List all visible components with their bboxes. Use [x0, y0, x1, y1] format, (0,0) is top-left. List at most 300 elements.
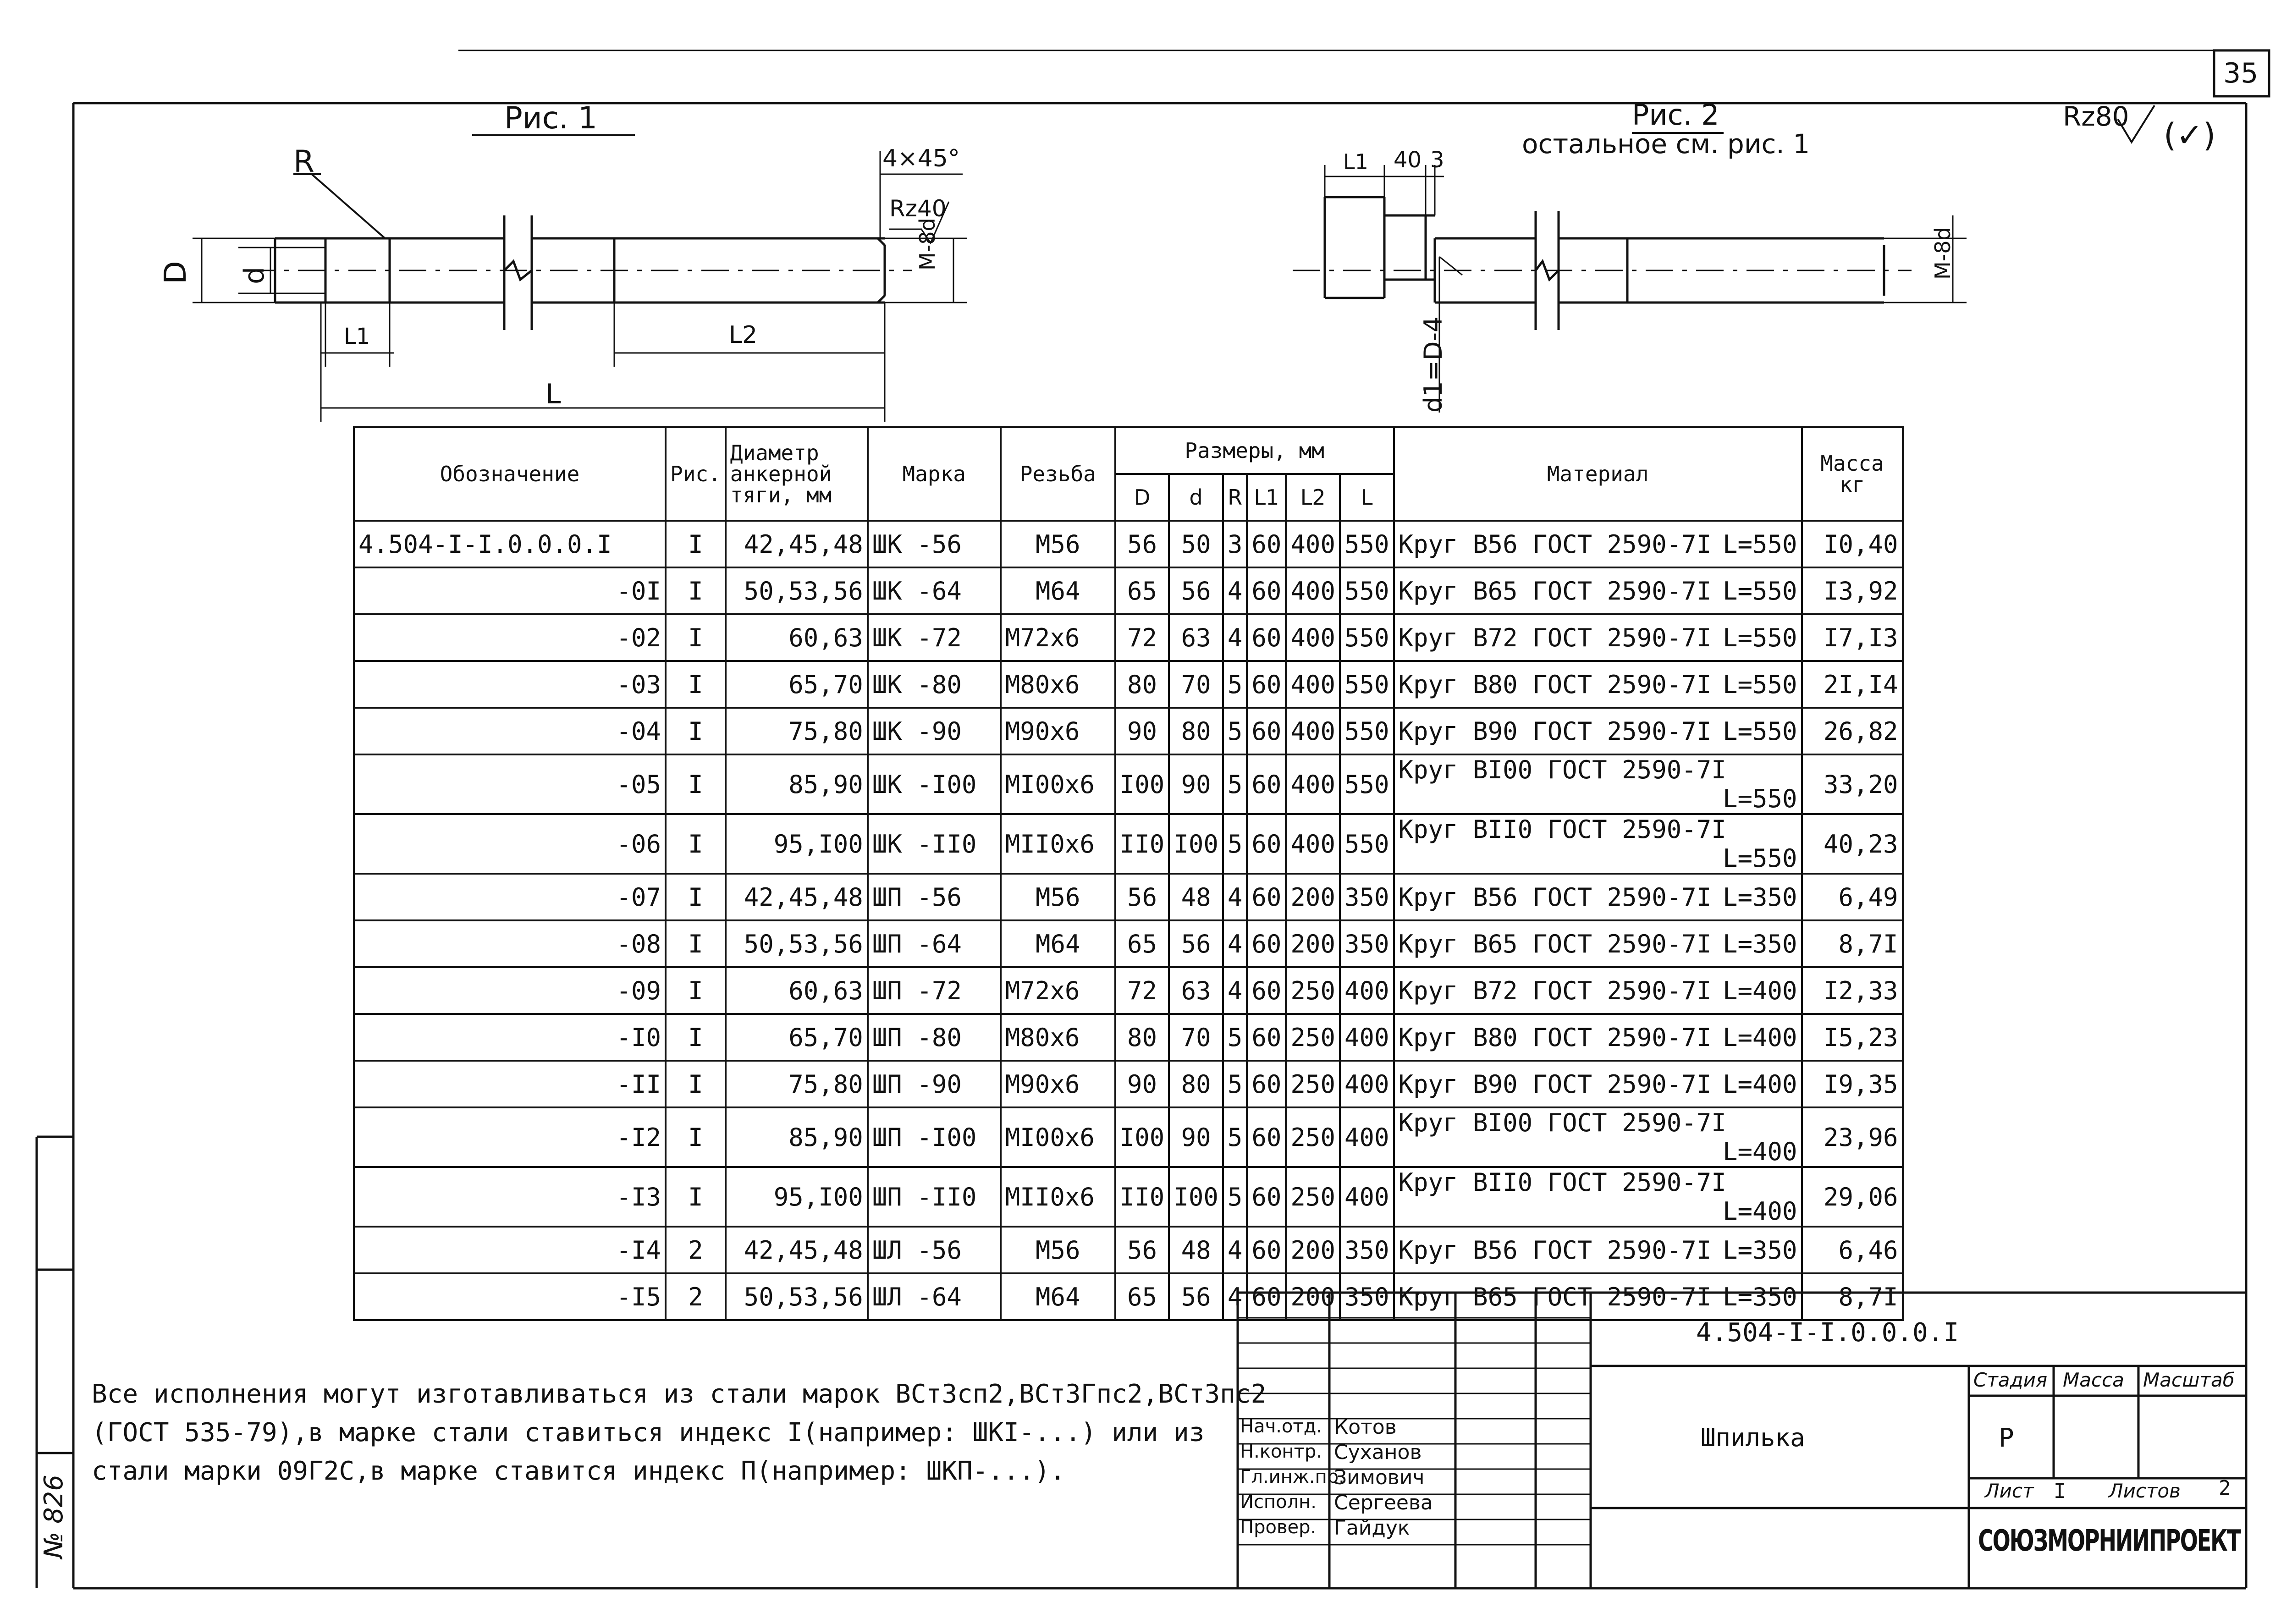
cell-D: 56 — [1115, 521, 1169, 567]
stage-value: Р — [1999, 1423, 2014, 1453]
cell-L: 550 — [1340, 614, 1394, 661]
material-length: L=550 — [1722, 576, 1797, 606]
cell-diameter: 65,70 — [726, 661, 868, 708]
cell-fig: I — [666, 814, 726, 874]
cell-thread: М90х6 — [1001, 708, 1115, 754]
cell-diameter: 42,45,48 — [726, 874, 868, 920]
cell-D: 65 — [1115, 920, 1169, 967]
spec-table — [353, 426, 1904, 1321]
signature-role: Исполн. — [1240, 1492, 1317, 1513]
cell-L1: 60 — [1247, 708, 1286, 754]
cell-fig: I — [666, 1167, 726, 1227]
cell-designation: 4.504-I-I.0.0.0.I — [354, 521, 666, 567]
cell-material — [1394, 567, 1802, 614]
cell-L1: 60 — [1247, 1061, 1286, 1107]
sheets-value: 2 — [2219, 1476, 2231, 1500]
cell-mark: ШК -I00 — [868, 754, 1001, 814]
material-length: L=400 — [1722, 1023, 1797, 1052]
cell-designation: -I0 — [354, 1014, 666, 1061]
cell-D: 80 — [1115, 661, 1169, 708]
cell-designation: -I4 — [354, 1227, 666, 1273]
cell-D: 56 — [1115, 1227, 1169, 1273]
fig1-label-thread: M-8d — [915, 218, 940, 270]
cell-mark: ШП -90 — [868, 1061, 1001, 1107]
cell-fig: I — [666, 708, 726, 754]
material-spec: Круг ВII0 ГОСТ 2590-7I — [1398, 1168, 1726, 1197]
header-thread: Резьба — [1001, 427, 1115, 521]
fig2-label-d1: d1=D-4 — [1419, 316, 1448, 413]
material-spec: Круг В65 ГОСТ 2590-7I — [1398, 929, 1712, 958]
cell-diameter: 42,45,48 — [726, 1227, 868, 1273]
cell-thread: М64 — [1001, 1273, 1115, 1320]
roughness-symbol: Rz80 — [2063, 101, 2129, 132]
cell-L1: 60 — [1247, 614, 1286, 661]
table-row — [354, 754, 1903, 814]
cell-designation: -07 — [354, 874, 666, 920]
cell-R: 4 — [1223, 920, 1247, 967]
material-spec: Круг В56 ГОСТ 2590-7I — [1398, 529, 1712, 559]
cell-L: 550 — [1340, 521, 1394, 567]
note-line-3: стали марки 09Г2С,в марке ставится индекс П(например: ШКП-...). — [92, 1456, 1066, 1486]
note-line-2: (ГОСТ 535-79),в марке стали ставиться индекс I(например: ШКI-...) или из — [92, 1418, 1205, 1448]
cell-L2: 200 — [1286, 920, 1340, 967]
cell-designation: -09 — [354, 967, 666, 1014]
cell-diameter: 75,80 — [726, 1061, 868, 1107]
cell-L2: 200 — [1286, 1273, 1340, 1320]
fig1-label-d-outer: D — [158, 261, 193, 284]
cell-L: 550 — [1340, 661, 1394, 708]
cell-L2: 400 — [1286, 567, 1340, 614]
cell-thread: М64 — [1001, 920, 1115, 967]
cell-D: 72 — [1115, 614, 1169, 661]
material-length: L=550 — [1722, 716, 1797, 746]
cell-D: 90 — [1115, 708, 1169, 754]
material-spec: Круг В90 ГОСТ 2590-7I — [1398, 1069, 1712, 1099]
cell-mass: 33,20 — [1802, 754, 1903, 814]
cell-L: 400 — [1340, 967, 1394, 1014]
cell-fig: I — [666, 521, 726, 567]
cell-R: 5 — [1223, 1061, 1247, 1107]
signature-name: Котов — [1334, 1415, 1397, 1439]
cell-L1: 60 — [1247, 1273, 1286, 1320]
table-row — [354, 1014, 1903, 1061]
header-material: Материал — [1394, 427, 1802, 521]
cell-mass: I0,40 — [1802, 521, 1903, 567]
fig2-label-thread: M-8d — [1930, 227, 1955, 280]
cell-d: 90 — [1169, 754, 1223, 814]
cell-mass: I9,35 — [1802, 1061, 1903, 1107]
material-spec: Круг В80 ГОСТ 2590-7I — [1398, 670, 1712, 699]
cell-L2: 400 — [1286, 754, 1340, 814]
cell-material — [1394, 754, 1802, 814]
table-row — [354, 967, 1903, 1014]
header-mass: Масса кг — [1802, 427, 1903, 521]
signature-role: Гл.инж.пр. — [1240, 1466, 1344, 1487]
cell-designation: -0I — [354, 567, 666, 614]
cell-d: I00 — [1169, 814, 1223, 874]
signature-name: Сергеева — [1334, 1491, 1433, 1514]
material-spec: Круг ВII0 ГОСТ 2590-7I — [1398, 815, 1726, 844]
cell-diameter: 75,80 — [726, 708, 868, 754]
cell-mass: 26,82 — [1802, 708, 1903, 754]
cell-d: I00 — [1169, 1167, 1223, 1227]
fig1-label-d-inner: d — [238, 266, 270, 284]
material-spec: Круг В56 ГОСТ 2590-7I — [1398, 1235, 1712, 1265]
cell-diameter: 65,70 — [726, 1014, 868, 1061]
material-length: L=350 — [1722, 1282, 1797, 1311]
signature-role: Нач.отд. — [1240, 1416, 1322, 1437]
cell-designation: -I5 — [354, 1273, 666, 1320]
general-note — [92, 1375, 1266, 1491]
sheet-number: 35 — [2223, 57, 2259, 89]
material-length: L=550 — [1722, 844, 1797, 873]
table-row — [354, 521, 1903, 567]
cell-L: 350 — [1340, 874, 1394, 920]
cell-L2: 400 — [1286, 661, 1340, 708]
cell-D: I00 — [1115, 754, 1169, 814]
cell-d: 70 — [1169, 1014, 1223, 1061]
cell-material — [1394, 1167, 1802, 1227]
cell-mark: ШП -56 — [868, 874, 1001, 920]
cell-L1: 60 — [1247, 754, 1286, 814]
cell-d: 56 — [1169, 567, 1223, 614]
cell-L1: 60 — [1247, 967, 1286, 1014]
fig1-title: Рис. 1 — [504, 100, 597, 136]
cell-mass: 6,46 — [1802, 1227, 1903, 1273]
fig2-label-l1: L1 — [1343, 149, 1368, 174]
cell-fig: I — [666, 874, 726, 920]
cell-d: 63 — [1169, 614, 1223, 661]
material-length: L=350 — [1722, 1235, 1797, 1265]
header-D: D — [1115, 474, 1169, 521]
cell-L: 550 — [1340, 814, 1394, 874]
cell-R: 5 — [1223, 661, 1247, 708]
cell-designation: -05 — [354, 754, 666, 814]
cell-diameter: 85,90 — [726, 1107, 868, 1167]
cell-d: 48 — [1169, 1227, 1223, 1273]
cell-diameter: 60,63 — [726, 967, 868, 1014]
cell-mass: 8,7I — [1802, 920, 1903, 967]
fig1-label-chamfer: 4×45° — [882, 145, 960, 172]
cell-L1: 60 — [1247, 814, 1286, 874]
cell-L1: 60 — [1247, 1227, 1286, 1273]
material-length: L=550 — [1722, 529, 1797, 559]
signature-name: Гайдук — [1334, 1516, 1410, 1540]
cell-mass: 6,49 — [1802, 874, 1903, 920]
cell-fig: I — [666, 967, 726, 1014]
cell-L1: 60 — [1247, 1107, 1286, 1167]
cell-d: 56 — [1169, 920, 1223, 967]
cell-D: 90 — [1115, 1061, 1169, 1107]
header-L2: L2 — [1286, 474, 1340, 521]
cell-R: 4 — [1223, 567, 1247, 614]
note-line-1: Все исполнения могут изготавливаться из стали марок ВСт3сп2,ВСт3Гпс2,ВСт3пс2 — [92, 1379, 1267, 1409]
table-row — [354, 1227, 1903, 1273]
header-d: d — [1169, 474, 1223, 521]
cell-material — [1394, 1273, 1802, 1320]
cell-R: 4 — [1223, 614, 1247, 661]
cell-material — [1394, 814, 1802, 874]
fig2-label-40: 40 — [1394, 147, 1422, 173]
cell-fig: I — [666, 754, 726, 814]
cell-mass: I2,33 — [1802, 967, 1903, 1014]
cell-R: 5 — [1223, 754, 1247, 814]
cell-designation: -03 — [354, 661, 666, 708]
cell-mark: ШК -72 — [868, 614, 1001, 661]
material-length: L=550 — [1722, 670, 1797, 699]
table-row — [354, 1273, 1903, 1320]
cell-mass: I5,23 — [1802, 1014, 1903, 1061]
cell-mark: ШП -80 — [868, 1014, 1001, 1061]
cell-R: 5 — [1223, 1167, 1247, 1227]
material-spec: Круг В56 ГОСТ 2590-7I — [1398, 882, 1712, 912]
cell-L2: 250 — [1286, 1167, 1340, 1227]
cell-L: 550 — [1340, 567, 1394, 614]
signature-role: Провер. — [1240, 1517, 1317, 1538]
cell-mass: 40,23 — [1802, 814, 1903, 874]
table-row — [354, 1061, 1903, 1107]
cell-material — [1394, 1014, 1802, 1061]
sheets-label: Листов — [2109, 1480, 2181, 1502]
header-sizes: Размеры, мм — [1115, 427, 1394, 474]
material-length: L=400 — [1722, 976, 1797, 1005]
cell-material — [1394, 521, 1802, 567]
cell-designation: -04 — [354, 708, 666, 754]
fig1-label-rz: Rz40 — [889, 195, 947, 222]
fig1-label-l: L — [545, 378, 561, 410]
cell-L: 400 — [1340, 1014, 1394, 1061]
cell-L1: 60 — [1247, 874, 1286, 920]
stage-label: Стадия — [1973, 1369, 2048, 1391]
cell-L1: 60 — [1247, 1167, 1286, 1227]
sheet-label: Лист — [1985, 1480, 2034, 1502]
cell-material — [1394, 920, 1802, 967]
material-spec: Круг В80 ГОСТ 2590-7I — [1398, 1023, 1712, 1052]
material-spec: Круг ВI00 ГОСТ 2590-7I — [1398, 755, 1726, 784]
fig1-label-l2: L2 — [729, 321, 758, 349]
material-spec: Круг В72 ГОСТ 2590-7I — [1398, 976, 1712, 1005]
cell-diameter: 85,90 — [726, 754, 868, 814]
cell-L1: 60 — [1247, 661, 1286, 708]
material-spec: Круг В65 ГОСТ 2590-7I — [1398, 576, 1712, 606]
cell-R: 5 — [1223, 1014, 1247, 1061]
cell-diameter: 95,I00 — [726, 1167, 868, 1227]
cell-thread: М80х6 — [1001, 1014, 1115, 1061]
signature-role: Н.контр. — [1240, 1441, 1322, 1462]
cell-D: II0 — [1115, 1167, 1169, 1227]
cell-mark: ШП -72 — [868, 967, 1001, 1014]
cell-L: 350 — [1340, 1273, 1394, 1320]
table-row — [354, 814, 1903, 874]
cell-material — [1394, 874, 1802, 920]
cell-diameter: 50,53,56 — [726, 920, 868, 967]
header-mark: Марка — [868, 427, 1001, 521]
material-length: L=350 — [1722, 929, 1797, 958]
cell-diameter: 95,I00 — [726, 814, 868, 874]
cell-designation: -I2 — [354, 1107, 666, 1167]
cell-D: 72 — [1115, 967, 1169, 1014]
cell-designation: -08 — [354, 920, 666, 967]
cell-material — [1394, 614, 1802, 661]
cell-material — [1394, 967, 1802, 1014]
cell-D: 80 — [1115, 1014, 1169, 1061]
cell-thread: М56 — [1001, 1227, 1115, 1273]
cell-R: 5 — [1223, 708, 1247, 754]
material-spec: Круг В72 ГОСТ 2590-7I — [1398, 623, 1712, 652]
material-length: L=400 — [1722, 1197, 1797, 1226]
cell-L2: 200 — [1286, 1227, 1340, 1273]
cell-fig: I — [666, 567, 726, 614]
scale-label: Масштаб — [2143, 1369, 2235, 1391]
cell-L2: 250 — [1286, 1014, 1340, 1061]
cell-thread: М72х6 — [1001, 614, 1115, 661]
material-length: L=400 — [1722, 1069, 1797, 1099]
cell-diameter: 60,63 — [726, 614, 868, 661]
signature-name: Зимович — [1334, 1466, 1425, 1489]
material-length: L=350 — [1722, 882, 1797, 912]
cell-mark: ШЛ -56 — [868, 1227, 1001, 1273]
table-row — [354, 708, 1903, 754]
cell-designation: -II — [354, 1061, 666, 1107]
cell-d: 80 — [1169, 708, 1223, 754]
cell-L: 350 — [1340, 920, 1394, 967]
header-L1: L1 — [1247, 474, 1286, 521]
cell-L2: 250 — [1286, 1061, 1340, 1107]
mass-label: Масса — [2063, 1369, 2124, 1391]
cell-R: 3 — [1223, 521, 1247, 567]
cell-d: 70 — [1169, 661, 1223, 708]
table-row — [354, 661, 1903, 708]
cell-mark: ШП -I00 — [868, 1107, 1001, 1167]
cell-mark: ШП -II0 — [868, 1167, 1001, 1227]
cell-diameter: 42,45,48 — [726, 521, 868, 567]
cell-D: 65 — [1115, 567, 1169, 614]
cell-D: 65 — [1115, 1273, 1169, 1320]
cell-d: 56 — [1169, 1273, 1223, 1320]
cell-L: 550 — [1340, 708, 1394, 754]
cell-R: 4 — [1223, 1273, 1247, 1320]
header-R: R — [1223, 474, 1247, 521]
fig2-label-3: 3 — [1430, 147, 1444, 173]
cell-mass: I3,92 — [1802, 567, 1903, 614]
cell-R: 4 — [1223, 874, 1247, 920]
cell-material — [1394, 1107, 1802, 1167]
cell-mark: ШЛ -64 — [868, 1273, 1001, 1320]
cell-L: 350 — [1340, 1227, 1394, 1273]
cell-thread: МI00х6 — [1001, 754, 1115, 814]
cell-mass: I7,I3 — [1802, 614, 1903, 661]
cell-mark: ШК -90 — [868, 708, 1001, 754]
cell-D: I00 — [1115, 1107, 1169, 1167]
cell-designation: -I3 — [354, 1167, 666, 1227]
cell-d: 50 — [1169, 521, 1223, 567]
material-length: L=400 — [1722, 1137, 1797, 1166]
cell-designation: -02 — [354, 614, 666, 661]
cell-thread: МII0х6 — [1001, 814, 1115, 874]
cell-thread: М90х6 — [1001, 1061, 1115, 1107]
cell-fig: I — [666, 920, 726, 967]
table-row — [354, 1107, 1903, 1167]
cell-d: 80 — [1169, 1061, 1223, 1107]
sheet-value: I — [2054, 1480, 2066, 1503]
cell-L: 400 — [1340, 1061, 1394, 1107]
cell-fig: I — [666, 1061, 726, 1107]
material-length: L=550 — [1722, 623, 1797, 652]
spec-table-body — [354, 521, 1903, 1320]
cell-R: 5 — [1223, 1107, 1247, 1167]
fig1-label-r: R — [293, 144, 314, 179]
cell-material — [1394, 661, 1802, 708]
material-spec: Круг В90 ГОСТ 2590-7I — [1398, 716, 1712, 746]
cell-mark: ШК -II0 — [868, 814, 1001, 874]
part-name: Шпилька — [1701, 1423, 1805, 1452]
cell-material — [1394, 708, 1802, 754]
cell-D: 56 — [1115, 874, 1169, 920]
cell-fig: 2 — [666, 1227, 726, 1273]
cell-d: 48 — [1169, 874, 1223, 920]
cell-thread: МI00х6 — [1001, 1107, 1115, 1167]
header-diameter: Диаметр анкерной тяги, мм — [726, 427, 868, 521]
cell-L1: 60 — [1247, 920, 1286, 967]
cell-L1: 60 — [1247, 1014, 1286, 1061]
header-fig: Рис. — [666, 427, 726, 521]
cell-L1: 60 — [1247, 521, 1286, 567]
header-L: L — [1340, 474, 1394, 521]
cell-R: 4 — [1223, 967, 1247, 1014]
cell-mark: ШП -64 — [868, 920, 1001, 967]
cell-mass: 8,7I — [1802, 1273, 1903, 1320]
cell-diameter: 50,53,56 — [726, 567, 868, 614]
cell-material — [1394, 1227, 1802, 1273]
cell-L: 400 — [1340, 1107, 1394, 1167]
cell-fig: 2 — [666, 1273, 726, 1320]
cell-L1: 60 — [1247, 567, 1286, 614]
margin-stamp: № 826 — [39, 1475, 69, 1558]
cell-L2: 250 — [1286, 967, 1340, 1014]
cell-L: 550 — [1340, 754, 1394, 814]
material-spec: Круг В65 ГОСТ 2590-7I — [1398, 1282, 1712, 1311]
cell-thread: М64 — [1001, 567, 1115, 614]
cell-R: 4 — [1223, 1227, 1247, 1273]
cell-fig: I — [666, 661, 726, 708]
table-row — [354, 1167, 1903, 1227]
cell-mark: ШК -64 — [868, 567, 1001, 614]
signature-name: Суханов — [1334, 1441, 1422, 1464]
cell-L2: 400 — [1286, 814, 1340, 874]
cell-designation: -06 — [354, 814, 666, 874]
cell-L2: 400 — [1286, 614, 1340, 661]
fig2-subtitle: остальное см. рис. 1 — [1522, 128, 1810, 160]
roughness-paren: (✓) — [2164, 116, 2216, 154]
cell-thread: М72х6 — [1001, 967, 1115, 1014]
cell-diameter: 50,53,56 — [726, 1273, 868, 1320]
table-row — [354, 567, 1903, 614]
fig2-title: Рис. 2 — [1632, 98, 1719, 132]
cell-mass: 2I,I4 — [1802, 661, 1903, 708]
cell-thread: М80х6 — [1001, 661, 1115, 708]
cell-D: II0 — [1115, 814, 1169, 874]
cell-R: 5 — [1223, 814, 1247, 874]
table-row — [354, 614, 1903, 661]
cell-mass: 29,06 — [1802, 1167, 1903, 1227]
org-name: СОЮЗМОРНИИПРОЕКТ — [1978, 1524, 2240, 1558]
header-designation: Обозначение — [354, 427, 666, 521]
cell-L2: 400 — [1286, 708, 1340, 754]
cell-L2: 200 — [1286, 874, 1340, 920]
material-spec: Круг ВI00 ГОСТ 2590-7I — [1398, 1108, 1726, 1137]
cell-material — [1394, 1061, 1802, 1107]
fig1-label-l1: L1 — [344, 324, 370, 349]
